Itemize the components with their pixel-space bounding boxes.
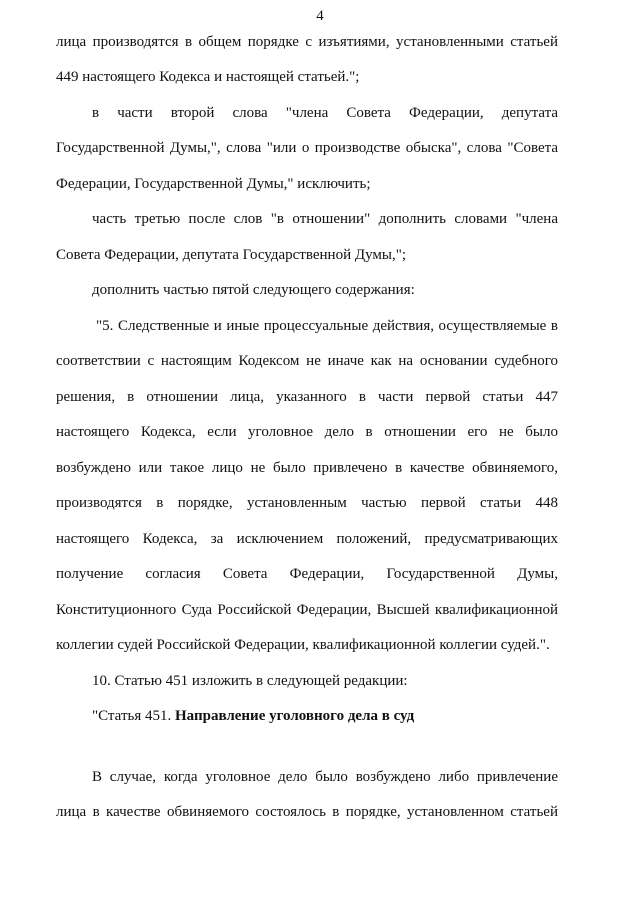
text-line: 10. Статью 451 изложить в следующей редакции: bbox=[92, 673, 408, 689]
text-line: настоящего Кодекса, за исключением положений, предусматривающих bbox=[56, 531, 558, 547]
article-heading bbox=[92, 706, 558, 726]
text-line: производятся в порядке, установленным частью первой статьи 448 bbox=[56, 495, 558, 511]
text-line: "5. Следственные и иные процессуальные действия, осуществляемые в bbox=[96, 318, 558, 334]
text-line: Совета Федерации, депутата Государственной Думы,"; bbox=[56, 247, 406, 263]
article-heading-prefix: "Статья 451. bbox=[92, 708, 175, 724]
article-heading-title: Направление уголовного дела в суд bbox=[174, 708, 415, 724]
text-line: коллегии судей Российской Федерации, квалификационной коллегии судей.". bbox=[56, 637, 550, 653]
text-line: дополнить частью пятой следующего содержания: bbox=[92, 282, 415, 298]
text-line: возбуждено или такое лицо не было привлечено в качестве обвиняемого, bbox=[56, 460, 558, 476]
text-line: в части второй слова "члена Совета Федерации, депутата bbox=[92, 105, 558, 121]
text-line: часть третью после слов "в отношении" дополнить словами "члена bbox=[92, 211, 558, 227]
text-line: Конституционного Суда Российской Федерации, Высшей квалификационной bbox=[56, 602, 558, 618]
page-number: 4 bbox=[316, 8, 324, 24]
text-line: лица производятся в общем порядке с изъятиями, установленными статьей bbox=[56, 34, 558, 50]
text-line: В случае, когда уголовное дело было возбуждено либо привлечение bbox=[92, 769, 558, 785]
text-line: Федерации, Государственной Думы," исключить; bbox=[56, 176, 371, 192]
text-line: соответствии с настоящим Кодексом не иначе как на основании судебного bbox=[56, 353, 558, 369]
text-line: настоящего Кодекса, если уголовное дело в отношении его не было bbox=[56, 424, 558, 440]
text-line: лица в качестве обвиняемого состоялось в порядке, установленном статьей bbox=[56, 804, 558, 820]
text-line: 449 настоящего Кодекса и настоящей статьей."; bbox=[56, 69, 360, 85]
text-line: получение согласия Совета Федерации, Государственной Думы, bbox=[56, 566, 558, 582]
text-line: Государственной Думы,", слова "или о производстве обыска", слова "Совета bbox=[56, 140, 558, 156]
text-line: решения, в отношении лица, указанного в части первой статьи 447 bbox=[56, 389, 558, 405]
